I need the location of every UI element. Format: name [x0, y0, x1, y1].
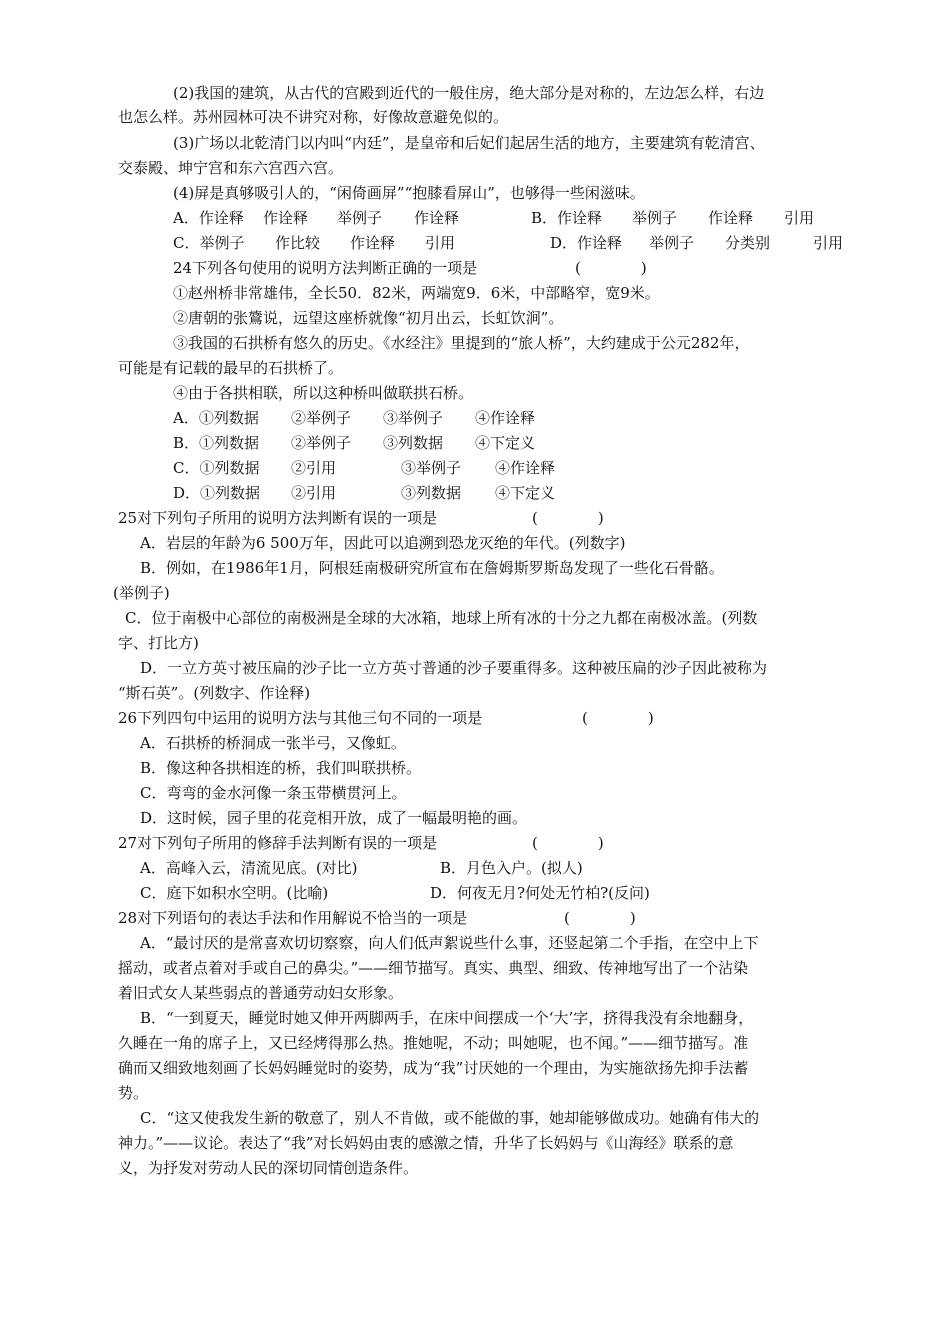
- q24-option-c-4: ④作诠释: [495, 459, 556, 477]
- q25-stem: [118, 508, 604, 528]
- q25-option-a: A．岩层的年龄为6 500万年，因此可以追溯到恐龙灭绝的年代。(列数字): [140, 534, 626, 552]
- q24-option-a-3: ③举例子: [383, 409, 444, 427]
- q28-question: 28对下列语句的表达手法和作用解说不恰当的一项是: [118, 909, 468, 927]
- q23-option-b-3: 作诠释: [708, 209, 754, 227]
- q24-stem: [173, 258, 647, 278]
- q27-option-b: B．月色入户。(拟人): [440, 859, 583, 877]
- q28-option-b-line-3: 确而又细致地刻画了长妈妈睡觉时的姿势，成为“我”讨厌她的一个理由，为实施欲扬先抑手法蓄: [118, 1059, 749, 1077]
- q25-option-b-line-1: B．例如，在1986年1月，阿根廷南极研究所宣布在詹姆斯罗斯岛发现了一些化石骨骼。: [140, 559, 724, 577]
- q27-options-row-1: [140, 858, 583, 878]
- q23-option-b-4: 引用: [784, 209, 815, 227]
- q23-sentence-3-line-1: (3)广场以北乾清门以内叫“内廷”，是皇帝和后妃们起居生活的地方，主要建筑有乾清宫、: [173, 134, 765, 152]
- q28-option-b-line-4: 势。: [118, 1084, 149, 1102]
- q24-option-d: [173, 483, 555, 503]
- q23-option-a-4: 作诠释: [414, 209, 460, 227]
- q27-stem: [118, 833, 604, 853]
- q24-option-a-2: ②举例子: [291, 409, 352, 427]
- q24-option-b-1: B．①列数据: [173, 434, 260, 452]
- q25-option-c-line-2: 字、打比方): [118, 634, 199, 652]
- q23-option-a-2: 作诠释: [263, 209, 309, 227]
- q26-option-b: B．像这种各拱相连的桥，我们叫联拱桥。: [140, 759, 422, 777]
- q23-option-c-3: 作诠释: [350, 234, 396, 252]
- q24-question: 24下列各句使用的说明方法判断正确的一项是: [173, 259, 478, 277]
- q23-sentence-3-line-2: 交泰殿、坤宁宫和东六宫西六宫。: [118, 159, 344, 177]
- q24-option-d-1: D．①列数据: [173, 484, 261, 502]
- q24-option-c-1: C．①列数据: [173, 459, 260, 477]
- q24-sentence-1: ①赵州桥非常雄伟，全长50．82米，两端宽9．6米，中部略窄，宽9米。: [173, 284, 660, 302]
- q26-option-a: A．石拱桥的桥洞成一张半弓，又像虹。: [140, 734, 406, 752]
- q23-option-c-1: C．举例子: [173, 234, 245, 252]
- q23-option-c-2: 作比较: [275, 234, 321, 252]
- q28-option-a-line-3: 着旧式女人某些弱点的普通劳动妇女形象。: [118, 984, 404, 1002]
- q24-option-a: [173, 408, 535, 428]
- q24-sentence-3-line-2: 可能是有记载的最早的石拱桥了。: [118, 359, 344, 377]
- q25-question: 25对下列句子所用的说明方法判断有误的一项是: [118, 509, 438, 527]
- q27-option-d: D．何夜无月?何处无竹柏?(反问): [430, 884, 650, 902]
- q23-option-a-1: A．作诠释: [173, 209, 244, 227]
- q23-option-b-1: B．作诠释: [531, 209, 603, 227]
- q28-option-c-line-3: 义，为抒发对劳动人民的深切同情创造条件。: [118, 1159, 419, 1177]
- q24-option-a-4: ④作诠释: [475, 409, 536, 427]
- q24-option-c-2: ②引用: [291, 459, 337, 477]
- q24-sentence-2: ②唐朝的张鷟说，远望这座桥就像“初月出云，长虹饮涧”。: [173, 309, 564, 327]
- q24-option-b-3: ③列数据: [383, 434, 444, 452]
- q24-answer-blank: ( ): [575, 259, 647, 277]
- q24-option-b-2: ②举例子: [291, 434, 352, 452]
- q25-option-b-line-2: (举例子): [113, 584, 170, 602]
- q23-sentence-4: (4)屏是真够吸引人的，“闲倚画屏”“抱膝看屏山”，也够得一些闲滋味。: [173, 184, 645, 202]
- q27-option-c: C．庭下如积水空明。(比喻): [140, 884, 329, 902]
- q26-option-d: D．这时候，园子里的花竞相开放，成了一幅最明艳的画。: [140, 809, 528, 827]
- q23-options-row-2: [173, 233, 843, 253]
- q23-option-c-4: 引用: [425, 234, 456, 252]
- q24-option-c-3: ③举例子: [401, 459, 462, 477]
- q24-option-d-4: ④下定义: [495, 484, 556, 502]
- q27-answer-blank: ( ): [532, 834, 604, 852]
- q27-option-a: A．高峰入云，清流见底。(对比): [140, 859, 358, 877]
- q24-option-d-3: ③列数据: [401, 484, 462, 502]
- q25-option-d-line-2: “斯石英”。(列数字、作诠释): [118, 684, 311, 702]
- q25-answer-blank: ( ): [532, 509, 604, 527]
- q25-option-d-line-1: D．一立方英寸被压扁的沙子比一立方英寸普通的沙子要重得多。这种被压扁的沙子因此被称为: [140, 659, 768, 677]
- q24-option-b-4: ④下定义: [475, 434, 536, 452]
- q23-option-a-3: 举例子: [337, 209, 383, 227]
- q28-option-a-line-1: A．“最讨厌的是常喜欢切切察察，向人们低声絮说些什么事，还竖起第二个手指，在空中上下: [140, 934, 759, 952]
- q24-sentence-3-line-1: ③我国的石拱桥有悠久的历史。《水经注》里提到的“旅人桥”，大约建成于公元282年，: [173, 334, 750, 352]
- q23-option-b-2: 举例子: [632, 209, 678, 227]
- q23-sentence-2-line-2: 也怎么样。苏州园林可决不讲究对称，好像故意避免似的。: [118, 108, 509, 126]
- q28-option-c-line-2: 神力。”——议论。表达了“我”对长妈妈由衷的感激之情，升华了长妈妈与《山海经》联系的意: [118, 1134, 734, 1152]
- q28-option-c-line-1: C．“这又使我发生新的敬意了，别人不肯做，或不能做的事，她却能够做成功。她确有伟大的: [140, 1109, 760, 1127]
- q26-question: 26下列四句中运用的说明方法与其他三句不同的一项是: [118, 709, 483, 727]
- q23-option-d-4: 引用: [813, 234, 844, 252]
- q24-option-b: [173, 433, 535, 453]
- q24-sentence-4: ④由于各拱相联，所以这种桥叫做联拱石桥。: [173, 384, 474, 402]
- q23-sentence-2-line-1: (2)我国的建筑，从古代的宫殿到近代的一般住房，绝大部分是对称的，左边怎么样，右边: [173, 84, 765, 102]
- q27-options-row-2: [140, 883, 650, 903]
- q27-question: 27对下列句子所用的修辞手法判断有误的一项是: [118, 834, 438, 852]
- q28-stem: [118, 908, 636, 928]
- q23-option-d-2: 举例子: [649, 234, 695, 252]
- q23-option-d-3: 分类别: [725, 234, 771, 252]
- q28-option-b-line-2: 久睡在一角的席子上，又已经烤得那么热。推她呢，不动；叫她呢，也不闻。”——细节描写。准: [118, 1034, 749, 1052]
- q23-option-d-1: D．作诠释: [550, 234, 623, 252]
- q24-option-d-2: ②引用: [291, 484, 337, 502]
- q26-stem: [118, 708, 654, 728]
- q26-answer-blank: ( ): [582, 709, 654, 727]
- q28-option-a-line-2: 摇动，或者点着对手或自己的鼻尖。”——细节描写。真实、典型、细致、传神地写出了一个沾染: [118, 959, 749, 977]
- q25-option-c-line-1: C．位于南极中心部位的南极洲是全球的大冰箱，地球上所有冰的十分之九都在南极冰盖。(列数: [125, 609, 758, 627]
- q24-option-a-1: A．①列数据: [173, 409, 259, 427]
- q23-options-row-1: [173, 208, 814, 228]
- q28-option-b-line-1: B．“一到夏天，睡觉时她又伸开两脚两手，在床中间摆成一个‘大’字，挤得我没有余地翻身，: [140, 1009, 754, 1027]
- q28-answer-blank: ( ): [564, 909, 636, 927]
- q26-option-c: C．弯弯的金水河像一条玉带横贯河上。: [140, 784, 407, 802]
- q24-option-c: [173, 458, 555, 478]
